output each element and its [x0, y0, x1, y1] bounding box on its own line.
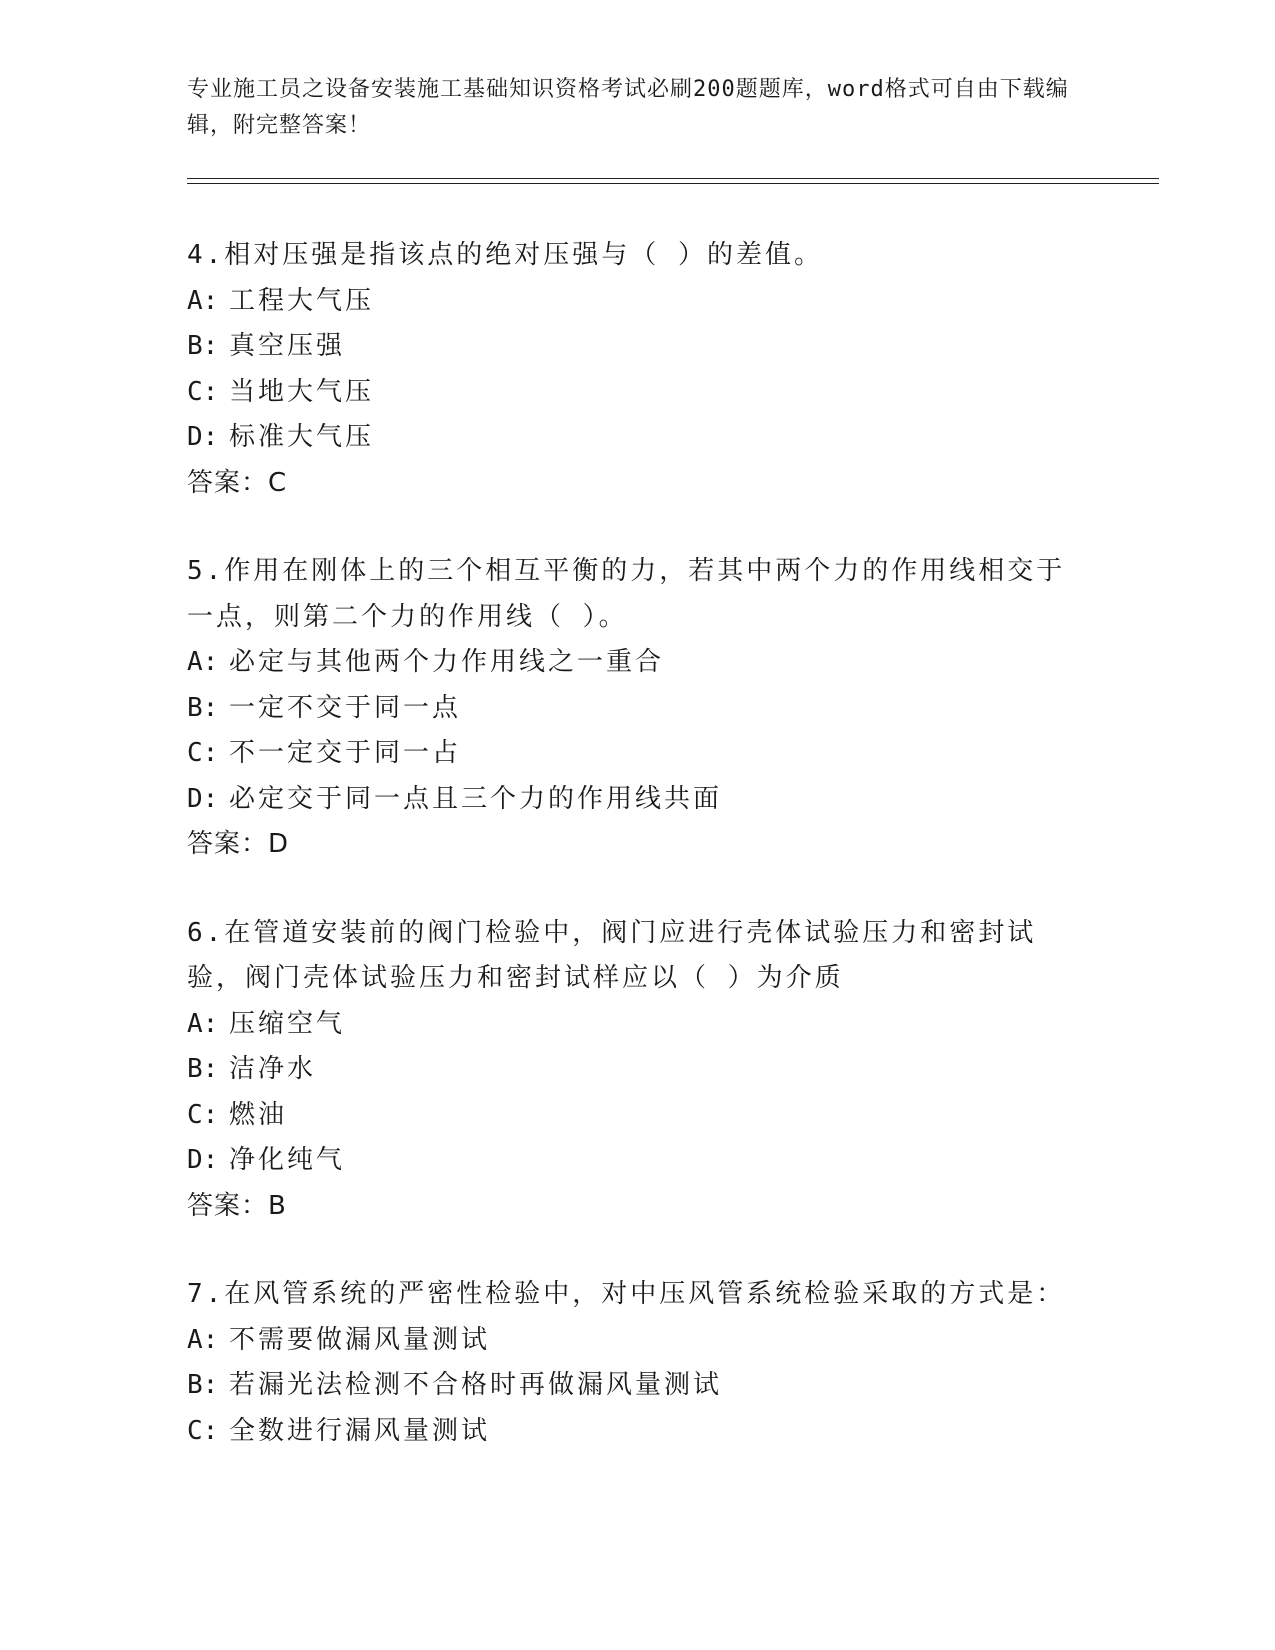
option-c [187, 731, 1087, 777]
option-text: 工程大气压 [229, 285, 375, 316]
option-a [187, 1318, 1087, 1364]
question-list [187, 233, 1087, 1497]
option-text: 燃油 [229, 1099, 288, 1130]
option-c [187, 370, 1087, 416]
question-text: 6.在管道安装前的阀门检验中，阀门应进行壳体试验压力和密封试验，阀门壳体试验压力和密封试样应以（ ）为介质 [187, 917, 1037, 993]
option-letter: C: [187, 738, 219, 768]
option-a [187, 279, 1087, 325]
option-text: 不一定交于同一占 [229, 738, 462, 768]
option-letter: A: [187, 285, 219, 316]
option-text: 当地大气压 [229, 376, 375, 407]
option-text: 标准大气压 [229, 422, 375, 452]
question-text: 5.作用在刚体上的三个相互平衡的力，若其中两个力的作用线相交于一点，则第二个力的作用线（ ）。 [187, 556, 1066, 632]
option-letter: C: [187, 1099, 219, 1130]
option-b [187, 324, 1087, 370]
header-rule-bottom [187, 183, 1159, 184]
option-letter: B: [187, 331, 219, 361]
option-letter: A: [187, 1008, 219, 1039]
option-text: 必定与其他两个力作用线之一重合 [229, 647, 665, 677]
option-d [187, 777, 1087, 823]
document-title: 专业施工员之设备安装施工基础知识资格考试必刷200题题库，word格式可自由下载编辑，附完整答案！ [187, 77, 1069, 138]
answer-text: 答案：D [187, 829, 290, 859]
option-letter: A: [187, 1324, 219, 1355]
option-letter: C: [187, 1415, 219, 1446]
option-text: 净化纯气 [229, 1145, 346, 1175]
question-7 [187, 1272, 1087, 1454]
option-b [187, 1363, 1087, 1409]
option-text: 全数进行漏风量测试 [229, 1415, 491, 1446]
option-text: 洁净水 [229, 1054, 317, 1084]
option-text: 若漏光法检测不合格时再做漏风量测试 [229, 1370, 723, 1400]
option-a [187, 1002, 1087, 1048]
option-d [187, 415, 1087, 461]
option-a [187, 640, 1087, 686]
option-text: 不需要做漏风量测试 [229, 1324, 491, 1355]
option-letter: B: [187, 692, 219, 723]
option-letter: A: [187, 647, 219, 677]
option-b [187, 686, 1087, 732]
option-d [187, 1138, 1087, 1184]
option-letter: D: [187, 422, 219, 452]
question-text: 7.在风管系统的严密性检验中，对中压风管系统检验采取的方式是： [187, 1279, 1066, 1309]
option-b [187, 1047, 1087, 1093]
option-letter: C: [187, 376, 219, 407]
answer-text: 答案：C [187, 467, 288, 498]
question-4 [187, 233, 1087, 506]
option-letter: B: [187, 1054, 219, 1084]
option-letter: D: [187, 783, 219, 814]
question-text: 4.相对压强是指该点的绝对压强与（ ）的差值。 [187, 240, 823, 270]
option-text: 真空压强 [229, 331, 346, 361]
option-letter: B: [187, 1370, 219, 1400]
question-5 [187, 549, 1087, 868]
option-text: 压缩空气 [229, 1008, 346, 1039]
question-6 [187, 911, 1087, 1230]
option-text: 必定交于同一点且三个力的作用线共面 [229, 783, 723, 814]
option-text: 一定不交于同一点 [229, 692, 462, 723]
answer-text: 答案：B [187, 1190, 287, 1221]
option-c [187, 1409, 1087, 1455]
option-c [187, 1093, 1087, 1139]
option-letter: D: [187, 1145, 219, 1175]
header-rule-top [187, 178, 1159, 179]
